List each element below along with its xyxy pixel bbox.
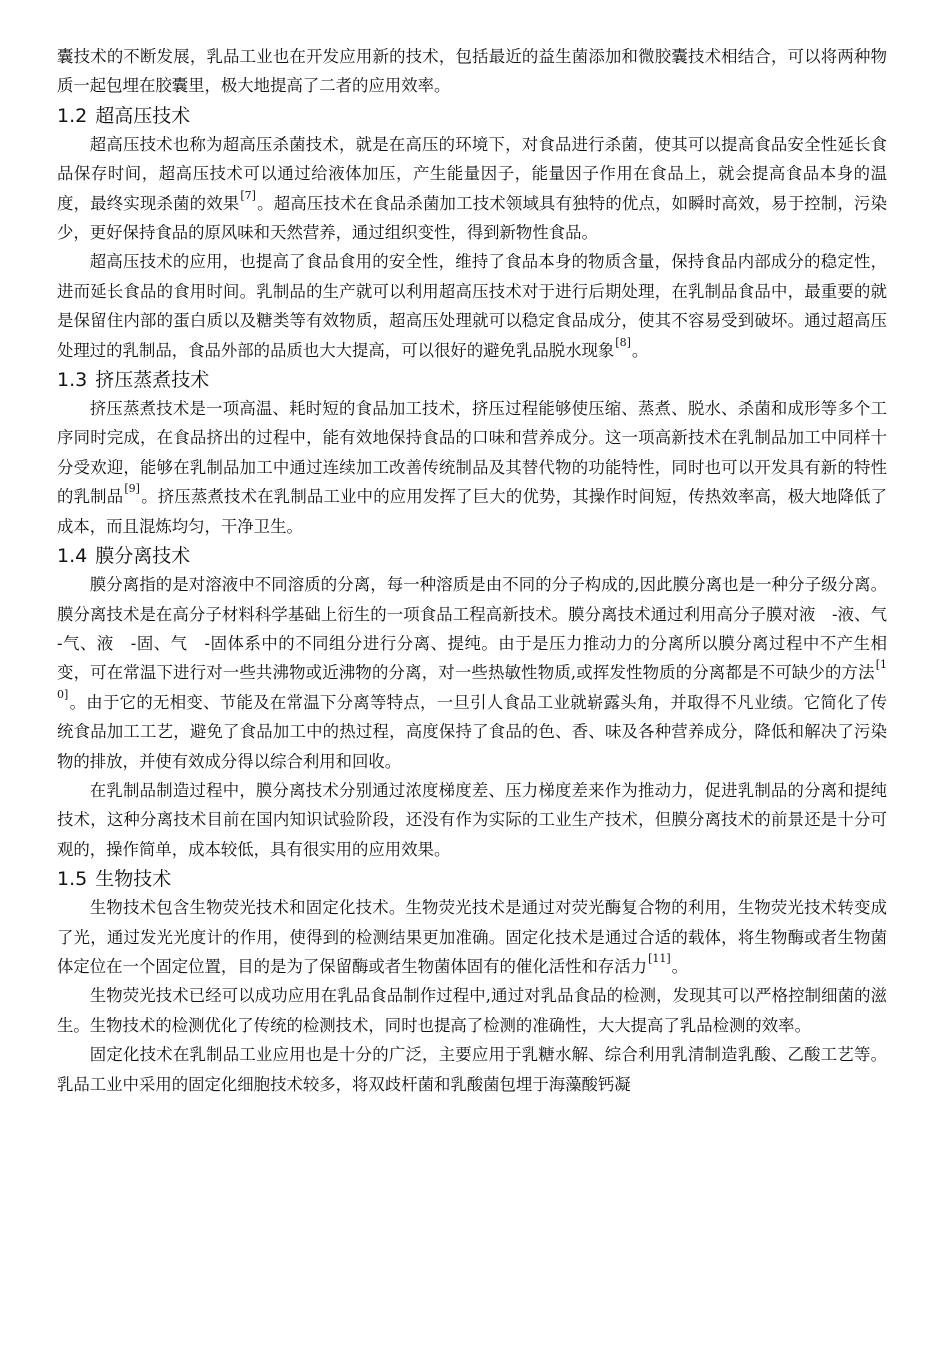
section-number: 1.5 [57,868,88,891]
paragraph-text: 。 [671,956,689,976]
citation-ref: [7] [240,188,256,202]
body-paragraph [57,893,887,981]
paragraph-text: 。挤压蒸煮技术在乳制品工业中的应用发挥了巨大的优势，其操作时间短，传热效率高，极大地降低了成本，而且混炼均匀，干净卫生。 [57,487,888,536]
body-paragraph [57,394,887,541]
section-number: 1.2 [57,104,88,127]
citation-ref: [9] [124,482,140,496]
section-heading-1-5 [57,866,887,893]
citation-ref: [8] [615,335,631,349]
paragraph-text: 挤压蒸煮技术是一项高温、耗时短的食品加工技术，挤压过程能够使压缩、蒸煮、脱水、杀菌和成形等多个工序同时完成，在食品挤出的过程中，能有效地保持食品的口味和营养成分。这一项高新技术在乳制品加工中同样十分受欢迎，能够在乳制品加工中通过连续加工改善传统制品及其替代物的功能特性，同时也可以开发具有新的特性的乳制品 [57,399,887,507]
body-paragraph [57,130,887,248]
document-page [57,42,904,1099]
paragraph-text: 膜分离指的是对溶液中不同溶质的分离，每一种溶质是由不同的分子构成的,因此膜分离也是一种分子级分离。膜分离技术是在高分子材料科学基础上衍生的一项食品工程高新技术。膜分离技术通过利用高分子膜对液 -液、气 -气、液 -固、气 -固体系中的不同组分进行分离、提纯。由于是压力推动力的分离所以膜分离过程中不产生相变，可在常温下进行对一些共沸物或近沸物的分离，对一些热敏性物质,或挥发性物质的分离都是不可缺少的方法 [57,575,904,683]
section-heading-1-3 [57,367,887,394]
body-paragraph [57,247,887,365]
paragraph-text: 生物技术包含生物荧光技术和固定化技术。生物荧光技术是通过对荧光酶复合物的利用，生物荧光技术转变成了光，通过发光光度计的作用，使得到的检测结果更加准确。固定化技术是通过合适的载体，将生物酶或者生物菌体定位在一个固定位置，目的是为了保留酶或者生物菌体固有的催化活性和存活力 [57,898,887,976]
section-title: 膜分离技术 [95,545,191,568]
section-number: 1.4 [57,545,88,568]
citation-ref: [11] [648,952,671,966]
body-paragraph [57,570,904,776]
paragraph-text: 超高压技术也称为超高压杀菌技术，就是在高压的环境下，对食品进行杀菌，使其可以提高食品安全性延长食品保存时间，超高压技术可以通过给液体加压，产生能量因子，能量因子作用在食品上，就会提高食品本身的温度，最终实现杀菌的效果 [57,134,887,213]
section-number: 1.3 [57,369,88,392]
citation-ref: [10] [57,658,887,701]
paragraph-text: 。由于它的无相变、节能及在常温下分离等特点，一旦引人食品工业就崭露头角，并取得不凡业绩。它简化了传统食品加工工艺，避免了食品加工中的热过程，高度保持了食品的色、香、味及各种营养成分，降低和解决了污染物的排放，并使有效成分得以综合利用和回收。 [57,692,887,771]
paragraph-text: 超高压技术的应用，也提高了食品食用的安全性，维持了食品本身的物质含量，保持食品内部成分的稳定性，进而延长食品的食用时间。乳制品的生产就可以利用超高压技术对于进行后期处理，在乳制品食品中，最重要的就是保留住内部的蛋白质以及糖类等有效物质，超高压处理就可以稳定食品成分，使其不容易受到破坏。通过超高压处理过的乳制品，食品外部的品质也大大提高，可以很好的避免乳品脱水现象 [57,252,887,360]
body-paragraph: 固定化技术在乳制品工业应用也是十分的广泛，主要应用于乳糖水解、综合利用乳清制造乳酸、乙酸工艺等。乳品工业中采用的固定化细胞技术较多，将双歧杆菌和乳酸菌包埋于海藻酸钙凝 [57,1045,887,1094]
paragraph-text: 。 [631,340,649,360]
paragraph-text: 。超高压技术在食品杀菌加工技术领域具有独特的优点，如瞬时高效，易于控制，污染少，更好保持食品的原风味和天然营养，通过组织变性，得到新物性食品。 [57,193,888,243]
section-title: 挤压蒸煮技术 [95,369,210,392]
section-title: 生物技术 [95,868,172,891]
body-paragraph: 生物荧光技术已经可以成功应用在乳品食品制作过程中,通过对乳品食品的检测，发现其可以严格控制细菌的滋生。生物技术的检测优化了传统的检测技术，同时也提高了检测的准确性，大大提高了乳品检测的效率。 [57,986,887,1035]
section-heading-1-2 [57,103,887,130]
section-title: 超高压技术 [95,104,191,127]
section-heading-1-4 [57,543,887,570]
body-paragraph: 在乳制品制造过程中，膜分离技术分别通过浓度梯度差、压力梯度差来作为推动力，促进乳制品的分离和提纯技术，这种分离技术目前在国内知识试验阶段，还没有作为实际的工业生产技术，但膜分离技术的前景还是十分可观的，操作简单，成本较低，具有很实用的应用效果。 [57,780,887,859]
body-paragraph: 囊技术的不断发展，乳品工业也在开发应用新的技术，包括最近的益生菌添加和微胶囊技术相结合，可以将两种物质一起包埋在胶囊里，极大地提高了二者的应用效率。 [57,47,887,96]
